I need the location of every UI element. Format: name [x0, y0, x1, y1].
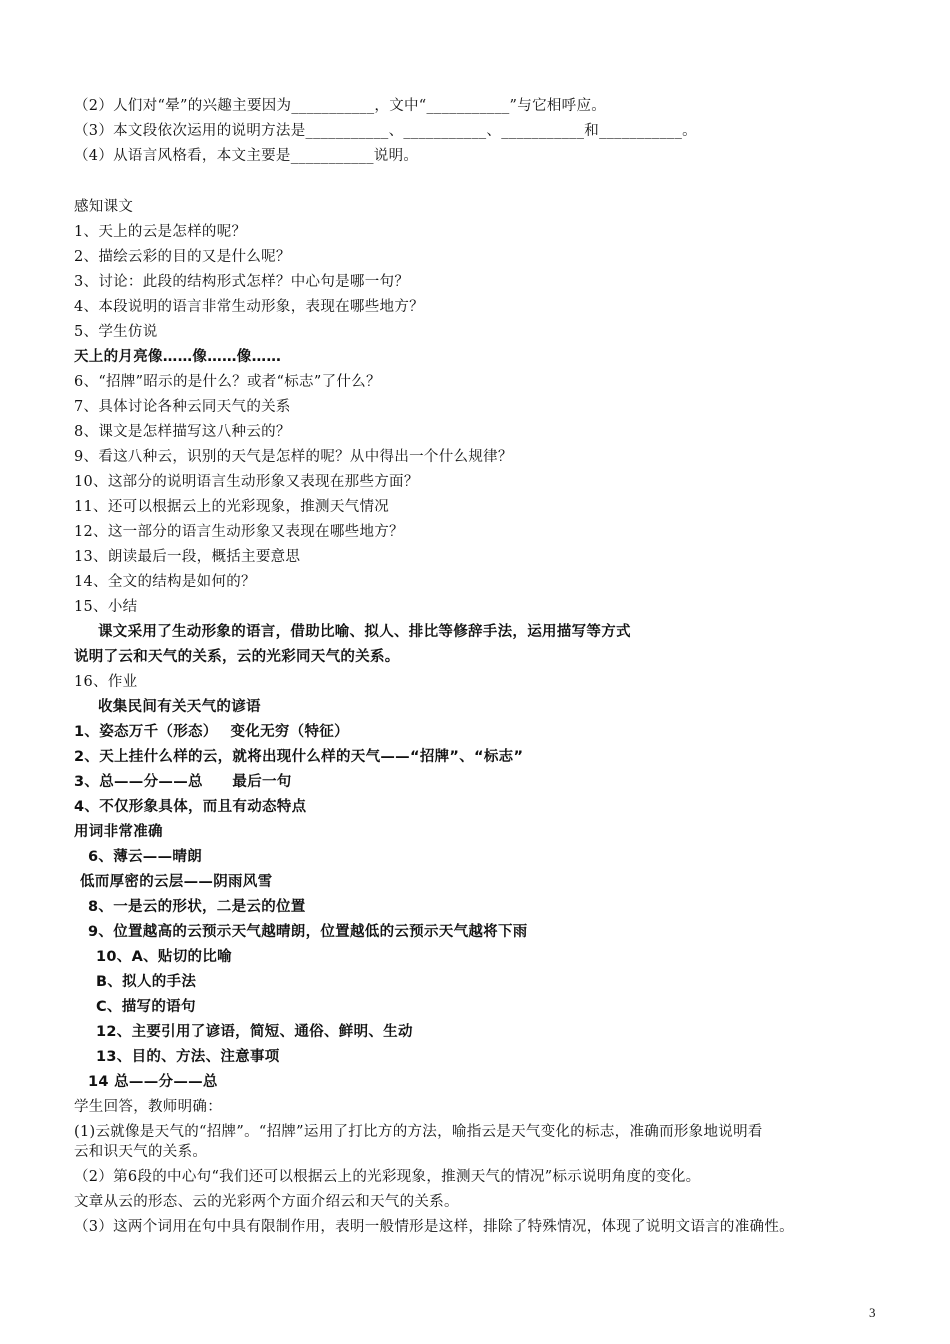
text-line: （3）本文段依次运用的说明方法是___________、___________、___________和___________。	[74, 123, 697, 139]
text-line: 12、主要引用了谚语，简短、通俗、鲜明、生动	[96, 1024, 413, 1040]
text-line: 2、描绘云彩的目的又是什么呢？	[74, 249, 291, 265]
text-line: 11、还可以根据云上的光彩现象，推测天气情况	[74, 499, 390, 515]
text-line: 8、课文是怎样描写这八种云的？	[74, 424, 291, 440]
text-line: 4、不仅形象具体，而且有动态特点	[74, 799, 307, 815]
text-line: 3、总——分——总 最后一句	[74, 774, 292, 790]
text-line: 云和识天气的关系。	[74, 1144, 208, 1160]
text-line: 13、朗读最后一段，概括主要意思	[74, 549, 301, 565]
text-line: 5、学生仿说	[74, 324, 158, 340]
text-line: 6、“招牌”昭示的是什么？或者“标志”了什么？	[74, 374, 381, 390]
text-line: 课文采用了生动形象的语言，借助比喻、拟人、排比等修辞手法，运用描写等方式	[98, 624, 631, 640]
text-line: 14 总——分——总	[88, 1074, 218, 1090]
text-line: 学生回答，教师明确：	[74, 1099, 222, 1115]
text-line: 感知课文	[74, 199, 134, 215]
text-line: B、拟人的手法	[96, 974, 197, 990]
text-line: 1、天上的云是怎样的呢？	[74, 224, 247, 240]
text-line: 低而厚密的云层——阴雨风雪	[80, 874, 273, 890]
text-line: 12、这一部分的语言生动形象又表现在哪些地方？	[74, 524, 404, 540]
text-line: 6、薄云——晴朗	[88, 849, 202, 865]
page-number: 3	[869, 1305, 876, 1320]
text-line: 用词非常准确	[74, 824, 163, 840]
text-line: 4、本段说明的语言非常生动形象，表现在哪些地方？	[74, 299, 424, 315]
text-line: 收集民间有关天气的谚语	[98, 699, 261, 715]
text-line: C、描写的语句	[96, 999, 196, 1015]
text-line: （2）第6段的中心句“我们还可以根据云上的光彩现象，推测天气的情况”标示说明角度的变化。	[74, 1169, 701, 1185]
text-line: 10、这部分的说明语言生动形象又表现在那些方面？	[74, 474, 419, 490]
text-line: 9、位置越高的云预示天气越晴朗，位置越低的云预示天气越将下雨	[88, 924, 528, 940]
text-line: 天上的月亮像……像……像……	[74, 349, 282, 365]
text-line: （3）这两个词用在句中具有限制作用，表明一般情形是这样，排除了特殊情况，体现了说明文语言的准确性。	[74, 1219, 794, 1235]
text-line: 15、小结	[74, 599, 138, 615]
text-line: 7、具体讨论各种云同天气的关系	[74, 399, 291, 415]
text-line: 16、作业	[74, 674, 138, 690]
text-line: 10、A、贴切的比喻	[96, 949, 232, 965]
text-line: （4）从语言风格看，本文主要是___________说明。	[74, 148, 419, 164]
text-line: 文章从云的形态、云的光彩两个方面介绍云和天气的关系。	[74, 1194, 459, 1210]
text-line: （2）人们对“晕”的兴趣主要因为___________，文中“___________”与它相呼应。	[74, 98, 607, 114]
text-line: 14、全文的结构是如何的？	[74, 574, 256, 590]
text-line: 1、姿态万千（形态） 变化无穷（特征）	[74, 724, 349, 740]
text-line: 3、讨论：此段的结构形式怎样？中心句是哪一句？	[74, 274, 410, 290]
text-line: 8、一是云的形状，二是云的位置	[88, 899, 306, 915]
text-line: (1)云就像是天气的“招牌”。“招牌”运用了打比方的方法，喻指云是天气变化的标志，准确而形象地说明看	[74, 1124, 763, 1140]
text-line: 13、目的、方法、注意事项	[96, 1049, 280, 1065]
text-line: 2、天上挂什么样的云，就将出现什么样的天气——“招牌”、“标志”	[74, 749, 524, 765]
text-line: 说明了云和天气的关系，云的光彩同天气的关系。	[74, 649, 400, 665]
text-line: 9、看这八种云，识别的天气是怎样的呢？从中得出一个什么规律？	[74, 449, 513, 465]
